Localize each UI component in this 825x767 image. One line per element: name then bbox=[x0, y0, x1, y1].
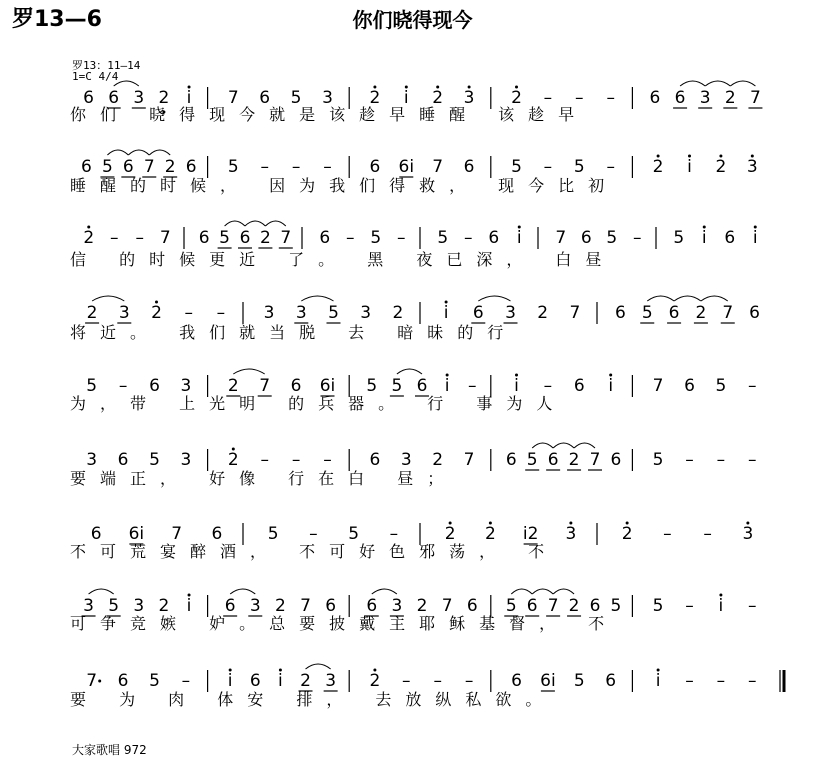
note: 2 bbox=[444, 524, 456, 544]
octave-dot-high bbox=[719, 155, 722, 158]
lyric-line: 将近。 我们就当脱 去 暗昧的行 bbox=[70, 323, 518, 342]
note: – bbox=[118, 376, 128, 396]
note: i bbox=[752, 228, 758, 248]
slur bbox=[647, 296, 674, 301]
lyric-line: 为，带 上光明 的兵器。 行 事为人 bbox=[70, 394, 567, 413]
note: – bbox=[716, 450, 726, 470]
note: 5 bbox=[573, 671, 585, 691]
note: 3 bbox=[180, 376, 192, 396]
note: i bbox=[444, 376, 450, 396]
note: 6 bbox=[108, 88, 120, 108]
lyric-line: 要 为 肉 体安 排， 去放纵私欲。 bbox=[70, 690, 556, 709]
note: 6 bbox=[466, 596, 478, 616]
octave-dot-high bbox=[446, 374, 449, 377]
note: – bbox=[748, 596, 757, 616]
note: – bbox=[389, 524, 399, 544]
octave-dot-high bbox=[468, 86, 471, 89]
slur bbox=[92, 296, 124, 301]
octave-dot-high bbox=[719, 594, 722, 597]
note: 5 bbox=[370, 228, 382, 248]
note: 6 bbox=[505, 450, 517, 470]
slur bbox=[674, 296, 701, 301]
note: 6i bbox=[319, 376, 336, 396]
note: 6 bbox=[674, 88, 686, 108]
slur bbox=[301, 296, 333, 301]
note: 5 bbox=[101, 157, 113, 177]
octave-dot-high bbox=[188, 594, 191, 597]
note: 6 bbox=[366, 596, 378, 616]
note: i bbox=[608, 376, 614, 396]
note: – bbox=[397, 228, 406, 248]
slur bbox=[265, 221, 285, 226]
note: 2 bbox=[432, 88, 444, 108]
note: 6 bbox=[472, 303, 484, 323]
note: i bbox=[403, 88, 409, 108]
note: 6 bbox=[319, 228, 331, 248]
song-title: 你们晓得现今 bbox=[352, 8, 473, 32]
note: – bbox=[464, 671, 474, 691]
note: 2 bbox=[227, 450, 239, 470]
note: 5 bbox=[505, 596, 517, 616]
octave-dot-high bbox=[489, 522, 492, 525]
slur bbox=[553, 443, 574, 448]
note: 2 bbox=[83, 228, 95, 248]
note: 6 bbox=[239, 228, 251, 248]
note: 6 bbox=[81, 157, 92, 177]
note: 5 bbox=[149, 671, 160, 691]
lyric-line: 可争竞嫉 妒。总要披戴主耶稣基督， 不 bbox=[70, 614, 619, 633]
note: 5 bbox=[652, 450, 664, 470]
augmentation-dot bbox=[98, 680, 101, 683]
note: 7 bbox=[722, 303, 734, 323]
note: 5 bbox=[673, 228, 685, 248]
note: 3 bbox=[746, 157, 758, 177]
scripture-reference: 罗13：11—14 bbox=[72, 59, 141, 72]
note: i bbox=[186, 88, 192, 108]
lyric-line: 信 的时候更近 了。 黑 夜已深， 白昼 bbox=[70, 250, 616, 269]
note: 6 bbox=[573, 376, 585, 396]
note: 6 bbox=[83, 88, 94, 108]
note: 7 bbox=[259, 376, 271, 396]
slur bbox=[532, 589, 553, 594]
note: 3 bbox=[400, 450, 412, 470]
note: 5 bbox=[348, 524, 360, 544]
note: – bbox=[685, 450, 694, 470]
note: 2 bbox=[652, 157, 664, 177]
note: 6 bbox=[684, 376, 695, 396]
note: 3 bbox=[699, 88, 711, 108]
note: 5 bbox=[437, 228, 449, 248]
note: 6 bbox=[649, 88, 661, 108]
slur bbox=[149, 150, 170, 155]
note: 2 bbox=[164, 157, 176, 177]
note: – bbox=[184, 303, 193, 323]
note: 6 bbox=[369, 450, 381, 470]
note: 6 bbox=[325, 596, 337, 616]
note: 6 bbox=[580, 228, 592, 248]
note: – bbox=[467, 376, 477, 396]
lyric-line: 睡醒的时候， 因为我们得救， 现今比初 bbox=[70, 176, 619, 195]
note: 2 bbox=[86, 303, 98, 323]
slur bbox=[574, 443, 595, 448]
note: 6i bbox=[540, 671, 556, 691]
note: – bbox=[216, 303, 226, 323]
note: – bbox=[543, 157, 553, 177]
octave-dot-high bbox=[279, 669, 282, 672]
note: 5 bbox=[606, 228, 618, 248]
note: 3 bbox=[133, 88, 145, 108]
octave-dot-high bbox=[87, 226, 90, 229]
slur bbox=[245, 221, 265, 226]
note: 2 bbox=[484, 524, 496, 544]
note: – bbox=[464, 228, 473, 248]
note: i2 bbox=[522, 524, 539, 544]
note: 7 bbox=[143, 157, 155, 177]
octave-dot-high bbox=[436, 86, 439, 89]
note: – bbox=[703, 524, 712, 544]
note: i bbox=[514, 376, 519, 396]
note: – bbox=[260, 450, 269, 470]
slur bbox=[553, 589, 574, 594]
octave-dot-high bbox=[515, 374, 518, 377]
note: 3 bbox=[360, 303, 372, 323]
note: 2 bbox=[621, 524, 633, 544]
slur bbox=[225, 221, 245, 226]
note: 7 bbox=[589, 450, 601, 470]
note: 2 bbox=[369, 88, 381, 108]
note: 7 bbox=[441, 596, 453, 616]
note: 3 bbox=[505, 303, 516, 323]
note: 6 bbox=[724, 228, 736, 248]
octave-dot-high bbox=[188, 86, 191, 89]
slur bbox=[680, 81, 705, 86]
note: 2 bbox=[158, 596, 170, 616]
note: 2 bbox=[695, 303, 707, 323]
note: 2 bbox=[392, 303, 404, 323]
note: 3 bbox=[391, 596, 403, 616]
note: – bbox=[606, 88, 615, 108]
note: – bbox=[291, 450, 301, 470]
octave-dot-high bbox=[155, 301, 158, 304]
song-code: 罗13—6 bbox=[12, 7, 102, 32]
note: 6 bbox=[511, 671, 522, 691]
note: – bbox=[575, 88, 584, 108]
octave-dot-high bbox=[232, 448, 235, 451]
octave-dot-high bbox=[751, 155, 754, 158]
note: 5 bbox=[610, 596, 622, 616]
note: 2 bbox=[300, 671, 311, 691]
slur bbox=[230, 589, 255, 594]
note: 6 bbox=[668, 303, 680, 323]
slur bbox=[705, 81, 730, 86]
note: 2 bbox=[568, 450, 580, 470]
note: 6 bbox=[369, 157, 381, 177]
note: 7 bbox=[300, 596, 311, 616]
note: 6i bbox=[128, 524, 145, 544]
note: 5 bbox=[573, 157, 585, 177]
note: 6 bbox=[290, 376, 302, 396]
note: 2 bbox=[416, 596, 428, 616]
note: 5 bbox=[108, 596, 120, 616]
note: 3 bbox=[325, 671, 337, 691]
note: 6 bbox=[211, 524, 223, 544]
note: 3 bbox=[463, 88, 475, 108]
note: 2 bbox=[432, 450, 444, 470]
note: 3 bbox=[263, 303, 275, 323]
note: 5 bbox=[641, 303, 653, 323]
note: 7 bbox=[555, 228, 567, 248]
octave-dot-high bbox=[518, 226, 521, 229]
note: 3 bbox=[133, 596, 145, 616]
note: 7 bbox=[750, 88, 761, 108]
note: 6 bbox=[416, 376, 428, 396]
note: 5 bbox=[328, 303, 339, 323]
slur bbox=[511, 589, 532, 594]
note: 2 bbox=[369, 671, 381, 691]
note: 6 bbox=[198, 228, 210, 248]
note: i bbox=[186, 596, 192, 616]
note: – bbox=[260, 157, 269, 177]
note: 5 bbox=[149, 450, 160, 470]
note: 6 bbox=[224, 596, 236, 616]
note: 7 bbox=[159, 228, 171, 248]
note: 7 bbox=[227, 88, 239, 108]
note: 7 bbox=[652, 376, 664, 396]
note: i bbox=[687, 157, 692, 177]
note: 2 bbox=[158, 88, 170, 108]
slur bbox=[397, 369, 422, 374]
note: 6 bbox=[117, 671, 129, 691]
note: i bbox=[701, 228, 707, 248]
note: – bbox=[663, 524, 672, 544]
note: – bbox=[606, 157, 615, 177]
slur bbox=[372, 589, 397, 594]
octave-dot-high bbox=[445, 301, 448, 304]
note: 2 bbox=[259, 228, 271, 248]
note: – bbox=[135, 228, 144, 248]
slur bbox=[532, 443, 553, 448]
note: 3 bbox=[322, 88, 333, 108]
note: i bbox=[443, 303, 449, 323]
note: – bbox=[543, 88, 553, 108]
note: 3 bbox=[565, 524, 577, 544]
note: 7 bbox=[463, 450, 475, 470]
note: – bbox=[110, 228, 119, 248]
note: 7 bbox=[280, 228, 292, 248]
octave-dot-high bbox=[657, 669, 660, 672]
octave-dot-high bbox=[373, 669, 376, 672]
note: – bbox=[402, 671, 411, 691]
slur bbox=[89, 589, 114, 594]
octave-dot-high bbox=[657, 155, 660, 158]
octave-dot-high bbox=[569, 522, 572, 525]
note: – bbox=[633, 228, 642, 248]
note: 2 bbox=[151, 303, 162, 323]
note: i bbox=[718, 596, 724, 616]
note: 5 bbox=[290, 88, 302, 108]
octave-dot-high bbox=[229, 669, 232, 672]
note: 6i bbox=[398, 157, 415, 177]
note: 3 bbox=[742, 524, 754, 544]
note: i bbox=[227, 671, 233, 691]
note: 5 bbox=[526, 450, 538, 470]
note: i bbox=[278, 671, 283, 691]
slur bbox=[306, 664, 331, 669]
note: 2 bbox=[568, 596, 580, 616]
slur bbox=[128, 150, 149, 155]
note: – bbox=[323, 450, 332, 470]
key-time-signature: 1=C 4/4 bbox=[72, 70, 119, 83]
note: – bbox=[685, 671, 694, 691]
slur bbox=[107, 150, 128, 155]
note: 6 bbox=[463, 157, 475, 177]
slur bbox=[114, 81, 139, 86]
octave-dot-high bbox=[373, 86, 376, 89]
lyric-line: 不可荒宴醉酒， 不可好色邪荡， 不 bbox=[70, 542, 559, 561]
note: 3 bbox=[118, 303, 130, 323]
note: – bbox=[748, 376, 757, 396]
note: – bbox=[346, 228, 355, 248]
note: 5 bbox=[715, 376, 727, 396]
note: 6 bbox=[526, 596, 538, 616]
note: 3 bbox=[180, 450, 192, 470]
note: – bbox=[685, 596, 694, 616]
note: – bbox=[181, 671, 191, 691]
note: 6 bbox=[117, 450, 129, 470]
note: 6 bbox=[122, 157, 134, 177]
octave-dot-high bbox=[703, 226, 706, 229]
note: 6 bbox=[547, 450, 559, 470]
note: – bbox=[748, 671, 757, 691]
note: 2 bbox=[227, 376, 239, 396]
note: 2 bbox=[715, 157, 727, 177]
note: – bbox=[309, 524, 318, 544]
note: – bbox=[323, 157, 332, 177]
note: – bbox=[748, 450, 757, 470]
note: 6 bbox=[488, 228, 500, 248]
octave-dot-high bbox=[449, 522, 452, 525]
lyric-line: 要端正， 好像 行在白 昼； bbox=[70, 469, 458, 488]
note: i bbox=[655, 671, 661, 691]
note: 3 bbox=[83, 596, 94, 616]
note: i bbox=[516, 228, 522, 248]
note: – bbox=[543, 376, 553, 396]
note: 3 bbox=[295, 303, 307, 323]
note: 7 bbox=[569, 303, 581, 323]
note: 2 bbox=[274, 596, 286, 616]
note: 6 bbox=[615, 303, 626, 323]
note: 7 bbox=[171, 524, 183, 544]
slur bbox=[478, 296, 510, 301]
note: 2 bbox=[537, 303, 549, 323]
note: 6 bbox=[259, 88, 271, 108]
octave-dot-high bbox=[609, 374, 612, 377]
note: 3 bbox=[86, 450, 98, 470]
octave-dot-high bbox=[626, 522, 629, 525]
note: 6 bbox=[249, 671, 261, 691]
octave-dot-high bbox=[688, 155, 691, 158]
note: 5 bbox=[652, 596, 664, 616]
note: – bbox=[716, 671, 726, 691]
octave-dot-high bbox=[746, 522, 749, 525]
note: – bbox=[433, 671, 442, 691]
songbook-reference: 大家歌唱 972 bbox=[72, 743, 147, 757]
note: 6 bbox=[749, 303, 760, 323]
note: 5 bbox=[366, 376, 378, 396]
slur bbox=[730, 81, 755, 86]
note: 6 bbox=[90, 524, 102, 544]
note: 2 bbox=[511, 88, 522, 108]
slur bbox=[701, 296, 728, 301]
note: 3 bbox=[249, 596, 261, 616]
lyric-line: 你们 晓得现今就是该趁早睡醒 该趁早 bbox=[70, 105, 589, 124]
note: 5 bbox=[511, 157, 522, 177]
slur bbox=[233, 369, 264, 374]
note: 5 bbox=[227, 157, 239, 177]
note: 7 bbox=[86, 671, 98, 691]
note: 5 bbox=[219, 228, 231, 248]
octave-dot-high bbox=[405, 86, 408, 89]
note: 2 bbox=[724, 88, 736, 108]
note: 7 bbox=[547, 596, 559, 616]
note: 6 bbox=[589, 596, 601, 616]
note: 6 bbox=[149, 376, 160, 396]
note: 6 bbox=[610, 450, 622, 470]
note: 6 bbox=[605, 671, 617, 691]
note: 7 bbox=[432, 157, 444, 177]
octave-dot-high bbox=[754, 226, 757, 229]
note: 5 bbox=[86, 376, 98, 396]
note: 6 bbox=[185, 157, 197, 177]
note: 5 bbox=[267, 524, 279, 544]
octave-dot-high bbox=[515, 86, 518, 89]
note: – bbox=[291, 157, 301, 177]
note: 5 bbox=[391, 376, 403, 396]
